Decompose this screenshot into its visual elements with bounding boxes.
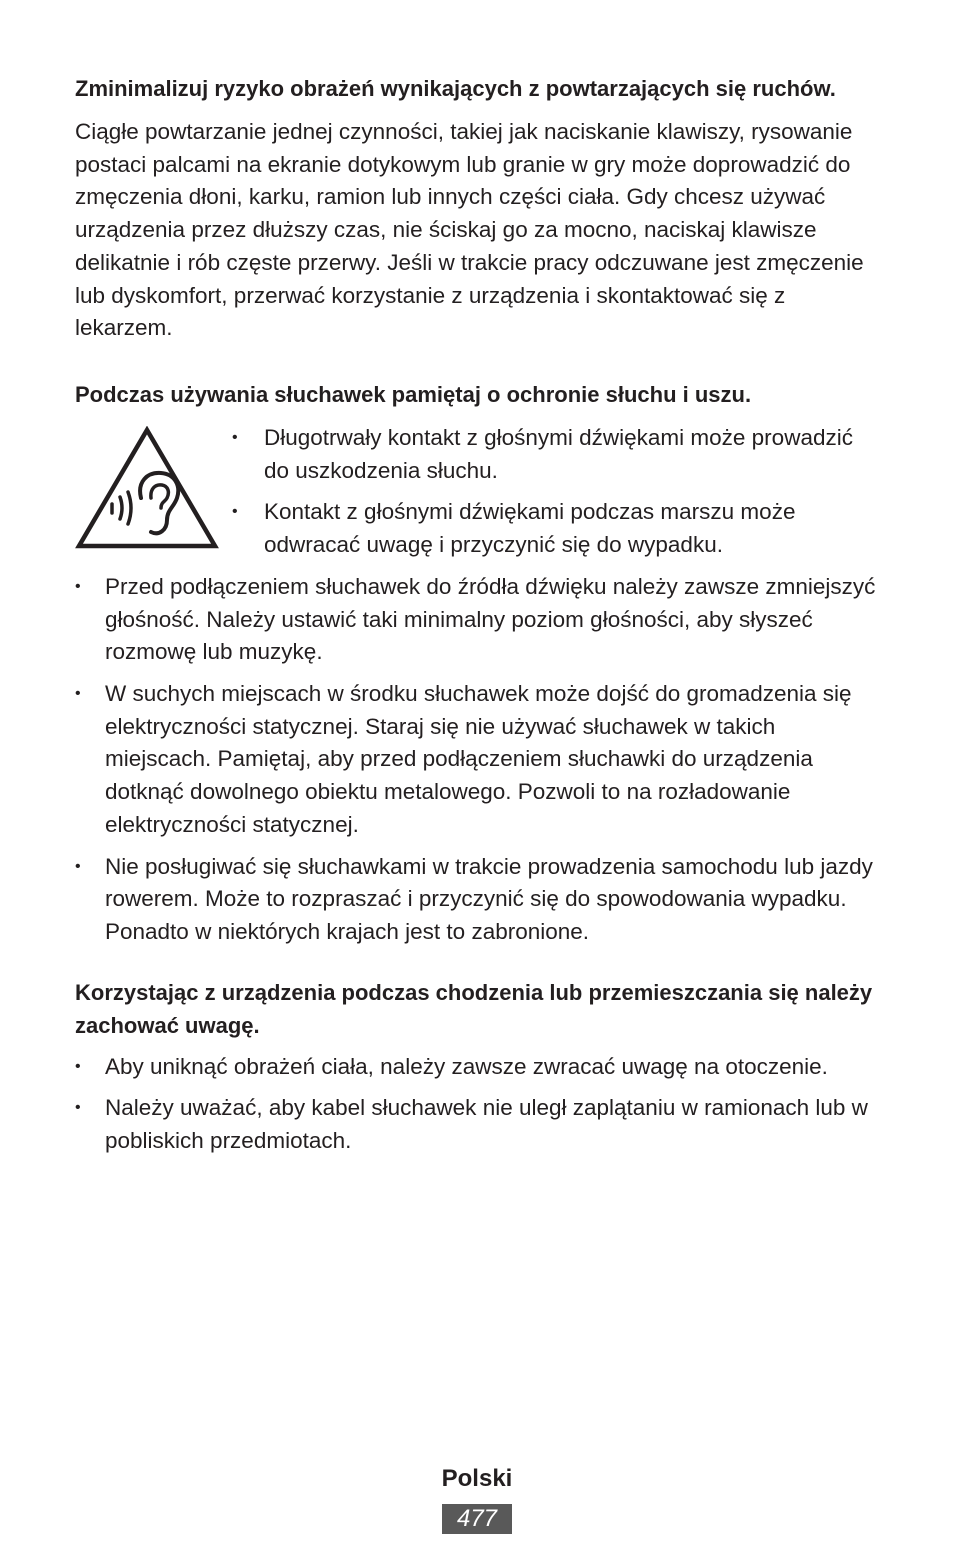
page-number-badge: 477 bbox=[442, 1504, 512, 1534]
walking-bullet-list bbox=[75, 1051, 883, 1158]
list-item: • W suchych miejscach w środku słuchawek może dojść do gromadzenia się elektryczności statycznej. Staraj się nie używać słuchawek w takich miejscach. Pamiętaj, aby przed podłączeniem słuchawki do urządzenia dotknąć dowolnego obiektu metalowego. Pozwoli to na rozładowanie elektryczności statycznej. bbox=[75, 678, 883, 842]
section-hearing-protection bbox=[75, 378, 883, 949]
section-walking-attention bbox=[75, 976, 883, 1158]
list-item: • Długotrwały kontakt z głośnymi dźwiękami może prowadzić do uszkodzenia słuchu. bbox=[232, 422, 883, 487]
section-heading: Zminimalizuj ryzyko obrażeń wynikających z powtarzających się ruchów. bbox=[75, 76, 836, 101]
hearing-warning-block bbox=[75, 422, 883, 562]
section-heading: Podczas używania słuchawek pamiętaj o ochronie słuchu i uszu. bbox=[75, 381, 752, 407]
list-item: • Nie posługiwać się słuchawkami w trakcie prowadzenia samochodu lub jazdy rowerem. Może to rozpraszać i przyczynić się do spowodowania wypadku. Ponadto w niektórych krajach jest to zabronione. bbox=[75, 851, 883, 949]
section-paragraph: Ciągłe powtarzanie jednej czynności, takiej jak naciskanie klawiszy, rysowanie postaci palcami na ekranie dotykowym lub granie w gry może doprowadzić do zmęczenia dłoni, karku, ramion lub innych części ciała. Gdy chcesz używać urządzenia przez dłuższy czas, nie ściskaj go za mocno, naciskaj klawisze delikatnie i rób częste przerwy. Jeśli w trakcie pracy odczuwane jest zmęczenie lub dyskomfort, przerwać korzystanie z urządzenia i skontaktować się z lekarzem. bbox=[75, 119, 864, 341]
footer-language: Polski bbox=[441, 1465, 513, 1492]
list-item: • Należy uważać, aby kabel słuchawek nie uległ zaplątaniu w ramionach lub w pobliskich przedmiotach. bbox=[75, 1092, 883, 1157]
list-item: • Kontakt z głośnymi dźwiękami podczas marszu może odwracać uwagę i przyczynić się do wypadku. bbox=[232, 496, 883, 561]
section-repetitive-motion bbox=[75, 72, 883, 345]
hearing-warning-list bbox=[232, 422, 883, 562]
list-item: • Przed podłączeniem słuchawek do źródła dźwięku należy zawsze zmniejszyć głośność. Należy ustawić taki minimalny poziom głośności, aby słyszeć rozmowę lub muzykę. bbox=[75, 571, 883, 669]
hearing-warning-icon bbox=[75, 426, 219, 550]
list-item: • Aby uniknąć obrażeń ciała, należy zawsze zwracać uwagę na otoczenie. bbox=[75, 1051, 883, 1084]
page-content bbox=[75, 72, 883, 1158]
section-heading: Korzystając z urządzenia podczas chodzenia lub przemieszczania się należy zachować uwagę. bbox=[75, 979, 873, 1038]
hearing-bullet-list bbox=[75, 571, 883, 949]
